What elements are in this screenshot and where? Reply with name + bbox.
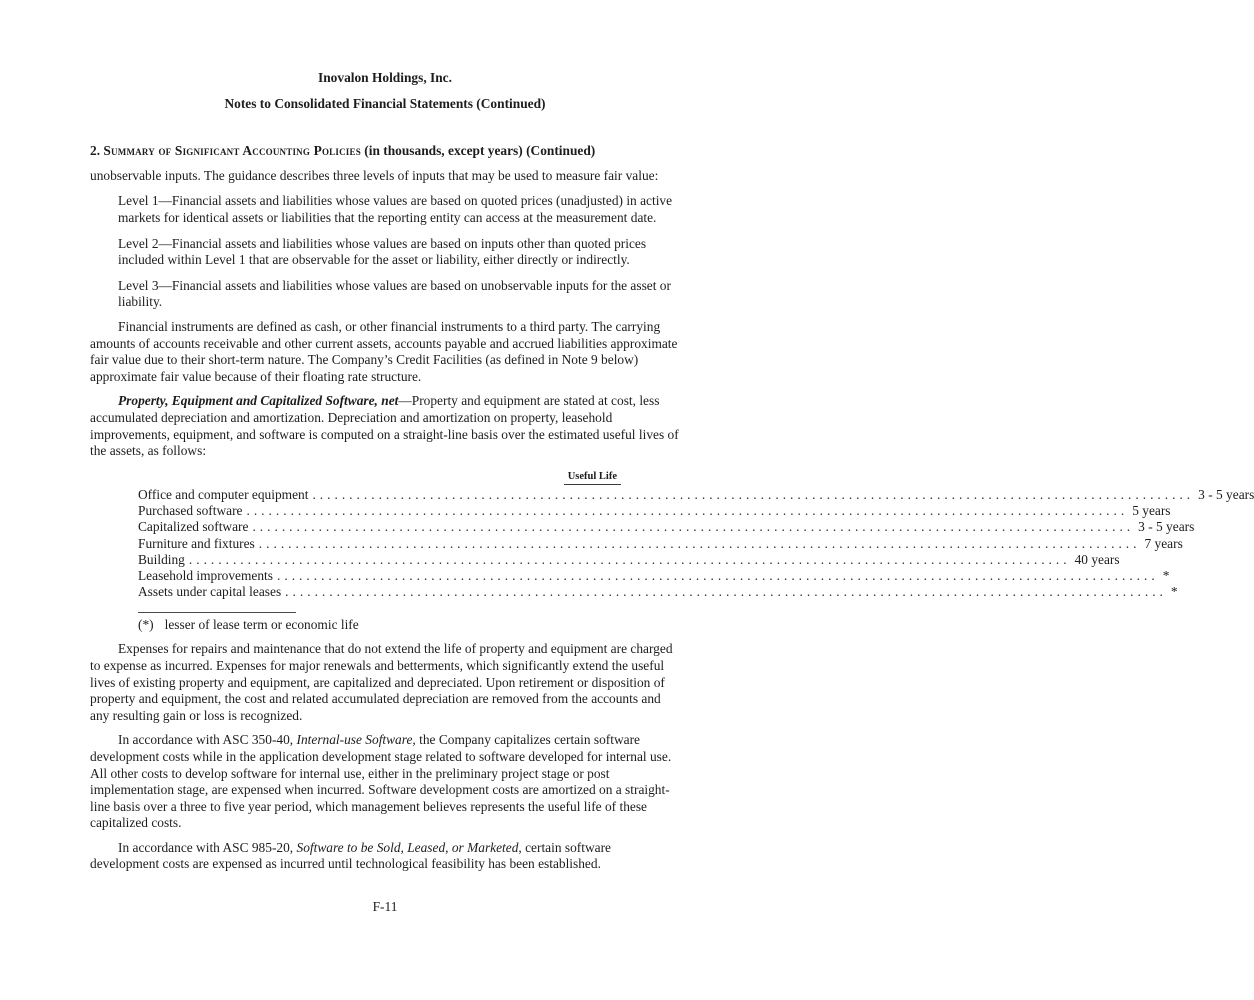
paragraph-level-3 (118, 278, 680, 311)
table-row (138, 551, 1120, 568)
row-label: Purchased software (138, 502, 243, 518)
dot-leader: ........................................................................................................................ (277, 568, 1159, 584)
footnote-marker: (*) (138, 616, 154, 632)
row-label: Assets under capital leases (138, 584, 282, 600)
row-value: * (1162, 568, 1170, 584)
paragraph-repairs (90, 641, 680, 724)
paragraph-property-equipment (90, 393, 680, 459)
dot-leader: ........................................................................................................................ (312, 486, 1195, 502)
text-segment: Software to be Sold, Leased, or Marketed (296, 839, 519, 855)
paragraph-level-1 (118, 193, 680, 226)
paragraph-intro (90, 168, 680, 185)
text-segment: Level 2—Financial assets and liabilities whose values are based on inputs other than quoted prices included within Level 1 that are observable for the asset or liability, either directly or indirectly. (118, 235, 647, 268)
row-label: Furniture and fixtures (138, 535, 255, 551)
row-value: 5 years (1132, 502, 1171, 518)
paragraph-financial-instruments (90, 319, 680, 385)
table-row (138, 535, 1183, 552)
paragraph-asc-350-40 (90, 732, 680, 832)
paragraph-asc-985-20 (90, 840, 680, 873)
document-subtitle: Notes to Consolidated Financial Statements (Continued) (224, 95, 546, 111)
row-value: * (1170, 584, 1178, 600)
footnote (138, 617, 680, 634)
text-segment: Property, Equipment and Capitalized Software, net (118, 393, 399, 409)
heading-title: Summary of Significant Accounting Policies (103, 143, 361, 159)
text-segment: Level 3—Financial assets and liabilities whose values are based on unobservable inputs for the asset or liability. (118, 277, 671, 310)
heading-suffix: (in thousands, except years) (Continued) (364, 143, 596, 159)
text-segment: Financial instruments are defined as cash, or other financial instruments to a third party. The carrying amounts of accounts receivable and other current assets, accounts payable and accrued liabilities approximate fair value due to their short-term nature. The Company’s Credit Facilities (as defined in Note 9 below) approximate fair value because of their floating rate structure. (90, 318, 678, 384)
text-segment: , the Company capitalizes certain software development costs while in the application development stage related to software developed for internal use. All other costs to develop software for internal use, either in the preliminary project stage or post implementation stage, are expensed when incurred. Software development costs are amortized on a straight-line basis over a three to five year period, which management believes represents the useful life of these capitalized costs. (90, 732, 672, 831)
footnote-rule (138, 612, 296, 613)
useful-life-column-header: Useful Life (564, 470, 621, 485)
text-segment: Internal-use Software (296, 732, 413, 748)
dot-leader: ........................................................................................................................ (252, 519, 1135, 535)
useful-life-table-body (138, 486, 1254, 601)
useful-life-table (138, 470, 1254, 601)
table-row (138, 568, 1170, 584)
heading-number: 2. (90, 143, 101, 159)
text-segment: , certain software development costs are expensed as incurred until technological feasibility has been established. (90, 839, 611, 872)
section-heading (90, 143, 680, 160)
dot-leader: ........................................................................................................................ (188, 551, 1071, 567)
text-segment: In accordance with ASC 350-40, (118, 732, 297, 748)
page-number: F-11 (372, 899, 398, 915)
table-row (138, 519, 1195, 535)
table-row (138, 584, 1178, 600)
row-label: Capitalized software (138, 519, 249, 535)
text-segment: unobservable inputs. The guidance describes three levels of inputs that may be used to measure fair value: (90, 167, 659, 183)
footnote-text: lesser of lease term or economic life (164, 616, 359, 632)
table-row (138, 486, 1254, 503)
row-label: Leasehold improvements (138, 568, 273, 584)
row-value: 3 - 5 years (1198, 486, 1254, 502)
company-name: Inovalon Holdings, Inc. (318, 70, 452, 85)
useful-life-table-header (138, 470, 627, 485)
row-label: Office and computer equipment (138, 486, 309, 502)
row-value: 40 years (1074, 551, 1120, 567)
row-value: 3 - 5 years (1138, 519, 1195, 535)
text-segment: —Property and equipment are stated at cost, less accumulated depreciation and amortization. Depreciation and amortization on property, leasehold improvements, equipment, and software is computed on a straight-line basis over the estimated useful lives of the assets, as follows: (90, 393, 679, 459)
dot-leader: ........................................................................................................................ (285, 584, 1167, 600)
paragraph-level-2 (118, 236, 680, 269)
dot-leader: ........................................................................................................................ (246, 502, 1129, 518)
row-label: Building (138, 551, 185, 567)
table-row (138, 502, 1171, 519)
dot-leader: ........................................................................................................................ (258, 535, 1141, 551)
text-segment: Level 1—Financial assets and liabilities whose values are based on quoted prices (unadjusted) in active markets for identical assets or liabilities that the reporting entity can access at the measurement date. (118, 193, 673, 225)
text-segment: Expenses for repairs and maintenance that do not extend the life of property and equipment are charged to expense as incurred. Expenses for major renewals and betterments, which significantly extend the useful lives of existing property and equipment, are capitalized and depreciated. Upon retirement or disposition of property and equipment, the cost and related accumulated depreciation are removed from the accounts and any resulting gain or loss is recognized. (90, 641, 673, 723)
text-segment: In accordance with ASC 985-20, (118, 839, 297, 855)
row-value: 7 years (1144, 535, 1183, 551)
